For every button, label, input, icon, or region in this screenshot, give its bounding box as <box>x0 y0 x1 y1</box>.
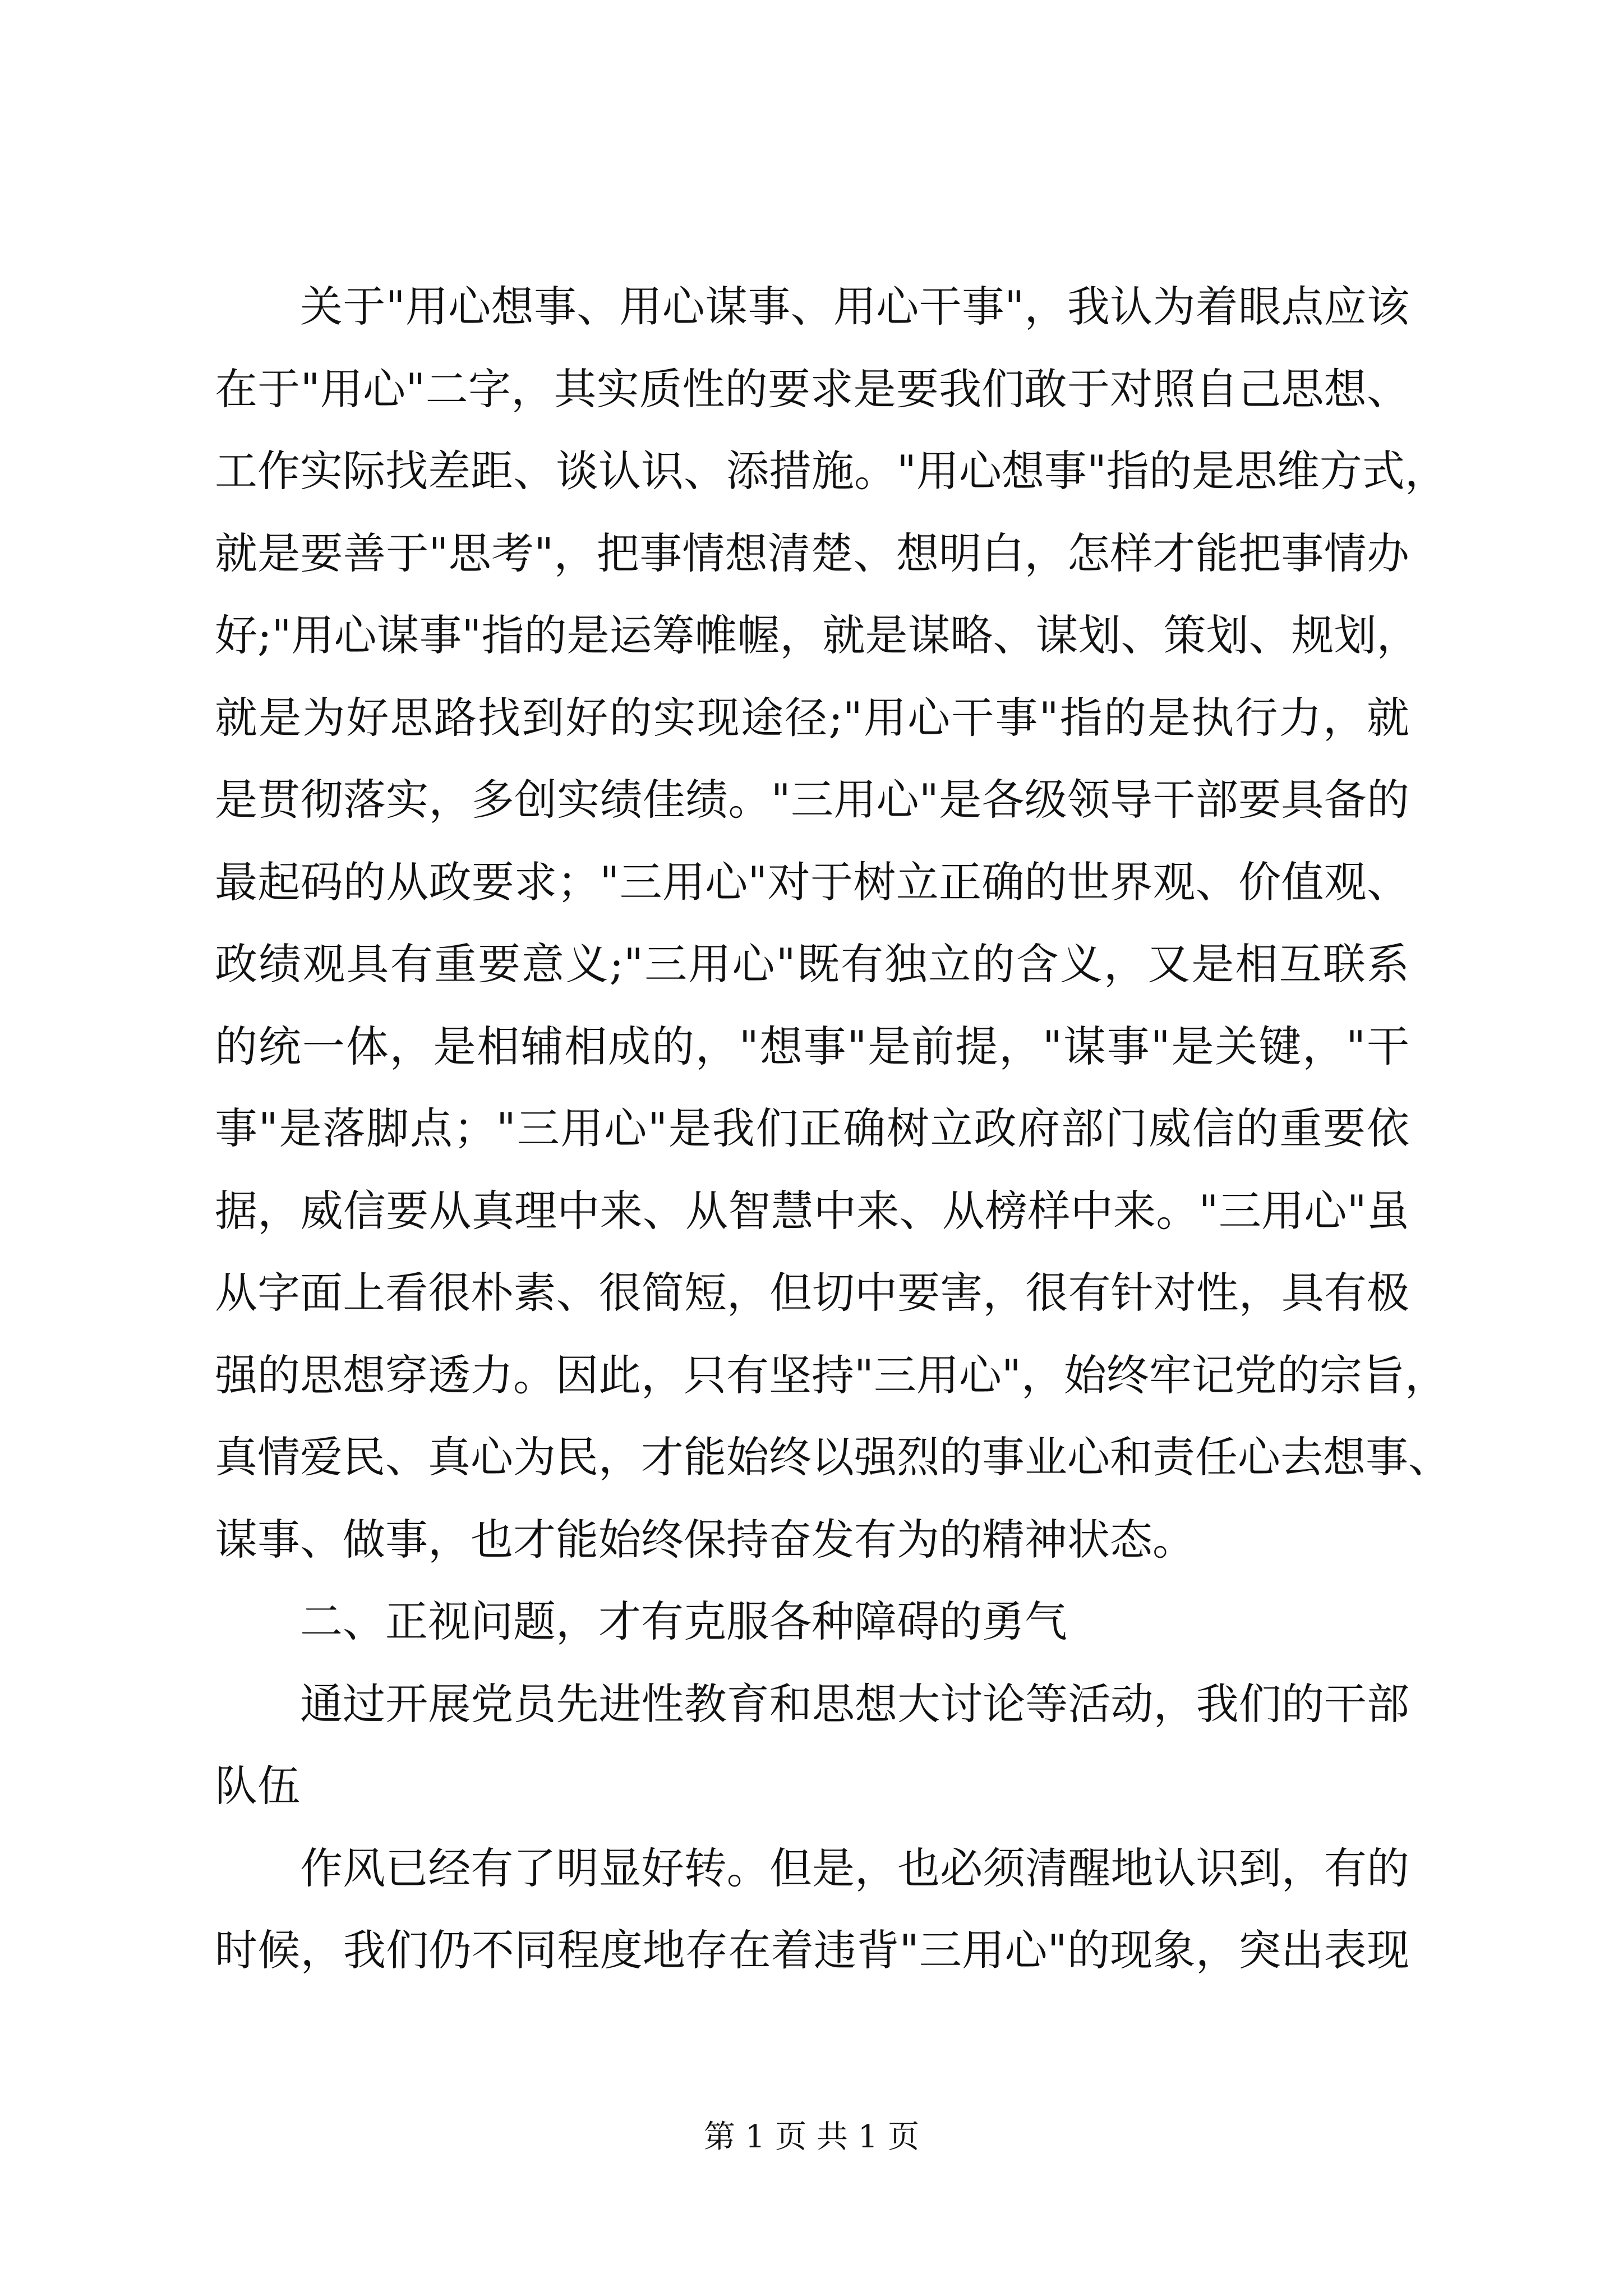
paragraph-line: 关于"用心想事、用心谋事、用心干事"，我认为着眼点应该 <box>300 282 1409 332</box>
paragraph-line: 据，威信要从真理中来、从智慧中来、从榜样中来。"三用心"虽 <box>215 1185 1409 1236</box>
page-footer: 第 1 页 共 1 页 <box>703 2119 920 2155</box>
paragraph-line: 好;"用心谋事"指的是运筹帷幄，就是谋略、谋划、策划、规划， <box>215 610 1419 660</box>
paragraph-line: 的统一体，是相辅相成的，"想事"是前提，"谋事"是关键，"干 <box>215 1021 1409 1071</box>
document-body <box>215 266 1451 1992</box>
paragraph-line: 工作实际找差距、谈认识、添措施。"用心想事"指的是思维方式， <box>215 446 1447 496</box>
paragraph-line: 在于"用心"二字，其实质性的要求是要我们敢于对照自己思想、 <box>215 364 1409 414</box>
paragraph-line: 就是为好思路找到好的实现途径;"用心干事"指的是执行力，就 <box>215 692 1409 743</box>
paragraph-line: 是贯彻落实，多创实绩佳绩。"三用心"是各级领导干部要具备的 <box>215 775 1409 825</box>
paragraph-line: 就是要善于"思考"，把事情想清楚、想明白，怎样才能把事情办 <box>215 528 1409 578</box>
paragraph-line: 真情爱民、真心为民，才能始终以强烈的事业心和责任心去想事、 <box>215 1432 1451 1482</box>
paragraph-line: 通过开展党员先进性教育和思想大讨论等活动，我们的干部 <box>300 1678 1409 1729</box>
section-heading: 二、正视问题，才有克服各种障碍的勇气 <box>300 1596 1067 1646</box>
paragraph-line: 最起码的从政要求；"三用心"对于树立正确的世界观、价值观、 <box>215 857 1409 907</box>
paragraph-line: 事"是落脚点；"三用心"是我们正确树立政府部门威信的重要依 <box>215 1103 1409 1153</box>
paragraph-line: 从字面上看很朴素、很简短，但切中要害，很有针对性，具有极 <box>215 1268 1409 1318</box>
paragraph-line: 政绩观具有重要意义;"三用心"既有独立的含义，又是相互联系 <box>215 939 1409 989</box>
paragraph-line: 谋事、做事，也才能始终保持奋发有为的精神状态。 <box>215 1514 1195 1565</box>
paragraph-line: 时候，我们仍不同程度地存在着违背"三用心"的现象，突出表现 <box>215 1925 1409 1975</box>
paragraph-line: 作风已经有了明显好转。但是，也必须清醒地认识到，有的 <box>300 1843 1409 1893</box>
paragraph-line: 强的思想穿透力。因此，只有坚持"三用心"，始终牢记党的宗旨， <box>215 1350 1447 1400</box>
paragraph-line: 队伍 <box>215 1761 300 1811</box>
